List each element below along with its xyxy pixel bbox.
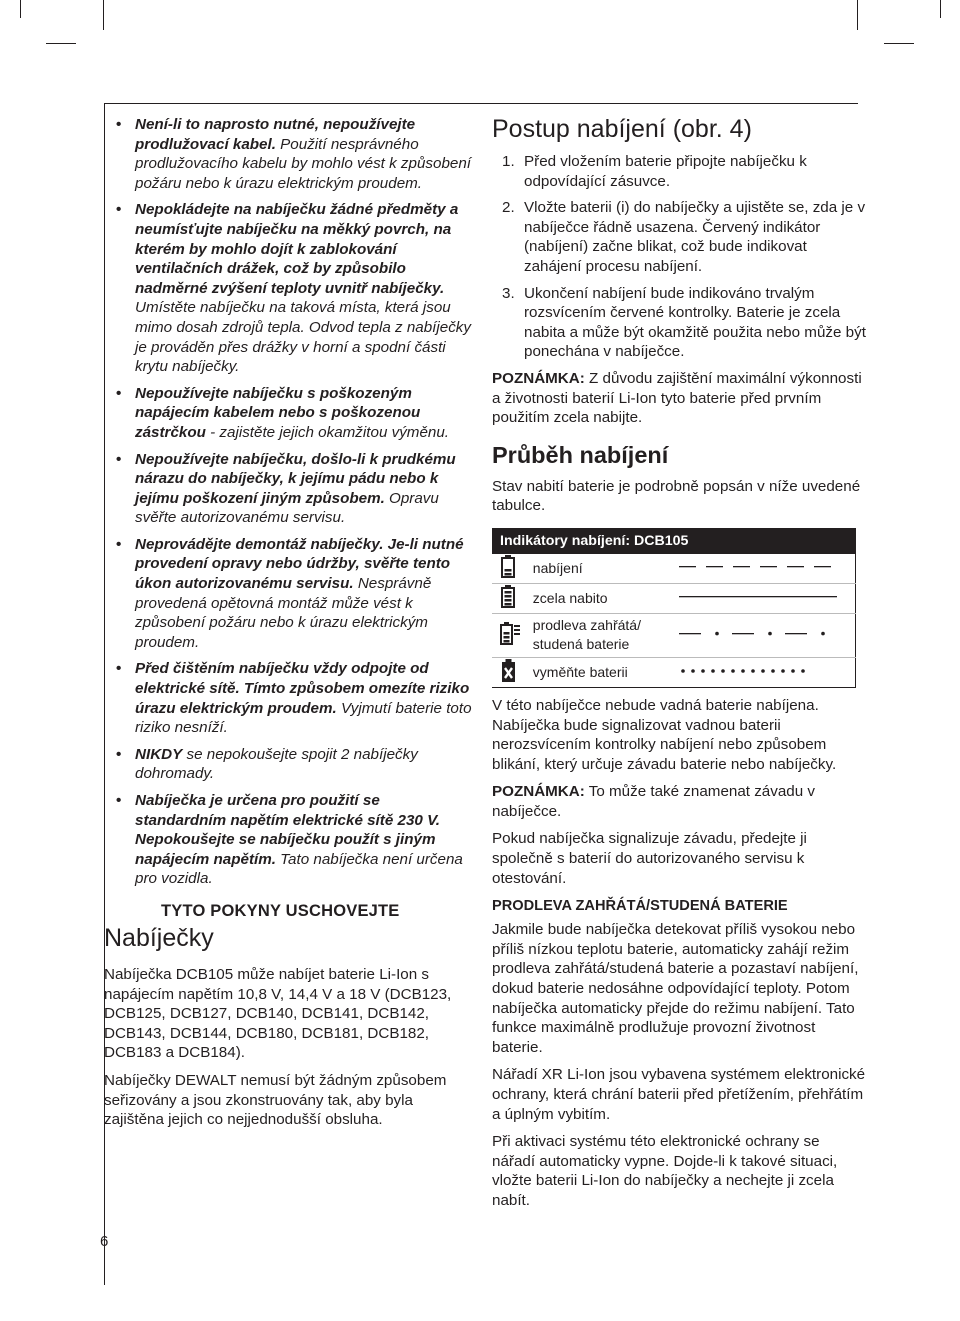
note-text: Z důvodu zajištění maximální výkonnosti a životnosti baterií Li-Ion tyto baterie před prvním použitím zcela nabijte.: [492, 369, 862, 427]
chargers-paragraph-1: Nabíječka DCB105 může nabíjet baterie Li-Ion s napájecím napětím 10,8 V, 14,4 V a 18 V (DCB123, DCB125, DCB127, DCB140, DCB141, DCB142, DCB143, DCB144, DCB180, DCB181, DCB182, DCB183 a DCB184).: [104, 965, 452, 1062]
bullet-bold-text: Nabíječka je určena pro použití se standardním napětím elektrické sítě 230 V. Nepokoušejte se nabíječku použít s jiným napájecím napětím.: [135, 792, 441, 868]
indicator-pattern-cell: [671, 657, 856, 687]
keep-instructions-notice: TYTO POKYNY USCHOVEJTE: [161, 901, 400, 920]
indicator-icon-cell: [492, 554, 529, 584]
bullet-bold-text: Nepoužívejte nabíječku, došlo-li k prudkému nárazu do nabíječky, k jejímu pádu nebo k jejímu poškození jiným způsobem.: [135, 450, 456, 507]
bullet-bold-text: Nepoužívejte nabíječku s poškozeným napájecím kabelem nebo s poškozenou zástrčkou: [135, 384, 421, 441]
step-text: Ukončení nabíjení bude indikováno trvalým rozsvícením červené kontrolky. Baterie je zcela nabita a může být okamžitě použita nebo může být ponechána v nabíječce.: [524, 284, 866, 361]
charging-steps-list: [492, 152, 866, 362]
note-2: [492, 782, 866, 821]
charging-progress-heading: Průběh nabíjení: [492, 441, 669, 468]
indicator-label: zcela nabito: [529, 583, 671, 613]
step-text: Vložte baterii (i) do nabíječky a ujistěte se, zda je v nabíječce řádně usazena. Červený indikátor (nabíjení) začne blikat, což bude indikovat zahájení procesu nabíjení.: [524, 199, 866, 275]
crop-mark: [103, 0, 104, 30]
chargers-paragraph-2: Nabíječky DEWALT nemusí být žádným způsobem seřizovány a jsou zkonstruovány tak, aby byla zajištěna jejich co nejjednodušší obsluha.: [104, 1071, 447, 1129]
safety-bullet: [104, 791, 474, 889]
chargers-heading: Nabíječky: [104, 923, 214, 952]
temperature-delay-heading: PRODLEVA ZAHŘÁTÁ/STUDENÁ BATERIE: [492, 898, 788, 915]
protection-activation-paragraph: Při aktivaci systému této elektronické ochrany se nářadí automaticky vypne. Dojde-li k takové situaci, vložte baterii Li-Ion do nabíječky a nechejte ji zcela nabít.: [492, 1133, 838, 1209]
battery-full-icon: [498, 584, 522, 613]
battery-temperature-icon: [498, 621, 522, 650]
page-top-rule: [104, 103, 858, 104]
bullet-bold-text: Před čištěním nabíječku vždy odpojte od elektrické sítě. Tímto způsobem omezíte riziko úrazu elektrickým proudem.: [135, 660, 470, 717]
bullet-italic-text: Umístěte nabíječku na taková místa, která jsou mimo dosah zdrojů tepla. Odvod tepla z nabíječky je prováděn přes drážky v horní a spodní části krytu nabíječky.: [135, 299, 471, 376]
bullet-bold-text: Nepokládejte na nabíječku žádné předměty a neumísťujte nabíječku na měkký povrch, na kterém by mohlo dojít k zablokování ventilačních drážek, což by způsobilo nadměrné zvýšení teploty uvnitř nabíječky.: [135, 201, 459, 297]
indicator-row: [492, 613, 856, 657]
safety-bullet: [104, 384, 474, 443]
step-number: 3.: [502, 284, 515, 302]
safety-bullet: [104, 200, 474, 376]
fault-paragraph: Pokud nabíječka signalizuje závadu, předejte ji společně s baterií do autorizovaného servisu k otestování.: [492, 830, 807, 887]
indicator-pattern-cell: [671, 554, 856, 584]
indicator-row: [492, 583, 856, 613]
crop-mark: [940, 0, 941, 18]
safety-bullet: [104, 450, 474, 528]
indicator-pattern-cell: [671, 583, 856, 613]
xr-protection-paragraph: Nářadí XR Li-Ion jsou vybavena systémem elektronické ochrany, která chrání baterii před přetížením, přehřátím a úplným vybitím.: [492, 1066, 866, 1123]
left-column: [104, 115, 474, 1138]
solid-pattern: [671, 590, 841, 606]
indicator-row: [492, 657, 856, 687]
indicator-row: [492, 554, 856, 584]
note-label: POZNÁMKA:: [492, 369, 585, 387]
dashes-pattern: [671, 560, 841, 576]
indicator-icon-cell: [492, 583, 529, 613]
bullet-italic-text: Nesprávně provedená opětovná montáž může vést k způsobení požáru nebo k úrazu elektrickým proudem.: [135, 575, 432, 651]
bullet-italic-text: se nepokoušejte spojit 2 nabíječky dohromady.: [135, 745, 418, 783]
crop-mark: [20, 0, 21, 18]
right-column: [492, 115, 866, 1219]
indicator-table: [492, 528, 856, 688]
dots-pattern: [671, 664, 841, 680]
charging-step: [492, 198, 866, 276]
defective-battery-paragraph: V této nabíječce nebude vadná baterie nabíjena. Nabíječka bude signalizovat vadnou baterii nerozsvícením kontrolky nabíjení nebo způsobem blikání, který určuje závadu baterie nebo nabíječky.: [492, 696, 837, 773]
bullet-italic-text: Opravu svěřte autorizovanému servisu.: [135, 489, 439, 527]
crop-mark: [884, 43, 914, 44]
indicator-icon-cell: [492, 657, 529, 687]
bullet-bold-text: Není-li to naprosto nutné, nepoužívejte prodlužovací kabel.: [135, 116, 416, 153]
safety-bullet: [104, 115, 474, 193]
charging-step: [492, 152, 866, 191]
bullet-italic-text: Použití nesprávného prodlužovacího kabelu by mohlo vést k způsobení požáru nebo k úrazu elektrickým proudem.: [135, 135, 472, 192]
charging-step: [492, 284, 866, 362]
safety-bullet: [104, 535, 474, 653]
bullet-italic-text: - zajistěte jejich okamžitou výměnu.: [205, 423, 450, 441]
battery-charging-icon: [498, 554, 522, 583]
step-number: 1.: [502, 153, 515, 170]
dash-dot-pattern: [671, 627, 841, 643]
note-1: [492, 369, 866, 428]
safety-bullet-list: [104, 115, 474, 889]
indicator-pattern-cell: [671, 613, 856, 657]
bullet-bold-text: Neprovádějte demontáž nabíječky. Je-li nutné provedení opravy nebo údržby, svěřte tento úkon autorizovanému servisu.: [135, 535, 464, 593]
safety-bullet: [104, 745, 474, 784]
temperature-delay-paragraph: Jakmile bude nabíječka detekovat příliš vysokou nebo příliš nízkou teplotu baterie, automaticky zahájí režim prodleva zahřátá/studená baterie a pozastaví nabíjení, dokud baterie nedosáhne odpovídající teploty. Potom nabíječka automaticky přejde do režimu nabíjení. Tato funkce maximálně prodlužuje provozní životnost baterie.: [492, 921, 859, 1056]
step-number: 2.: [502, 199, 515, 217]
page-number: 6: [100, 1233, 109, 1250]
progress-intro: Stav nabití baterie je podrobně popsán v níže uvedené tabulce.: [492, 477, 861, 515]
crop-mark: [857, 0, 858, 30]
indicator-table-header: Indikátory nabíjení: DCB105: [492, 528, 856, 554]
charging-procedure-heading: Postup nabíjení (obr. 4): [492, 115, 752, 143]
bullet-italic-text: Vyjmutí baterie toto riziko nesníží.: [135, 699, 472, 737]
bullet-bold-text: NIKDY: [135, 745, 183, 763]
indicator-label: prodleva zahřátá/ studená baterie: [529, 613, 671, 657]
bullet-italic-text: Tato nabíječka není určena pro vozidla.: [135, 850, 463, 888]
step-text: Před vložením baterie připojte nabíječku k odpovídající zásuvce.: [524, 153, 807, 190]
note-label: POZNÁMKA:: [492, 783, 585, 801]
indicator-label: nabíjení: [529, 554, 671, 584]
indicator-icon-cell: [492, 613, 529, 657]
note-text: To může také znamenat závadu v nabíječce.: [492, 783, 816, 820]
indicator-label: vyměňte baterii: [532, 663, 628, 680]
crop-mark: [46, 43, 76, 44]
battery-replace-icon: [498, 658, 522, 687]
safety-bullet: [104, 659, 474, 737]
